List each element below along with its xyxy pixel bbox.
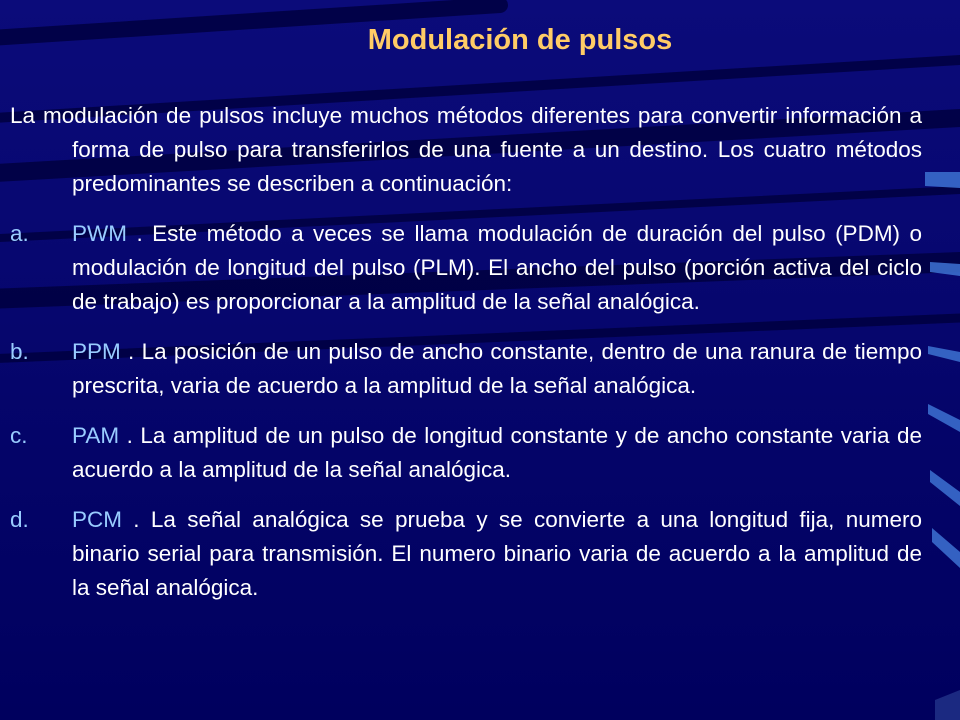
abbreviation-separator: . [127,221,153,246]
list-marker: b. [10,339,29,364]
list-item-text [72,503,922,605]
list-marker: c. [10,423,28,448]
list-item-pcm [10,503,922,605]
method-abbreviation: PPM [72,339,121,364]
method-description: La amplitud de un pulso de longitud constante y de ancho constante varia de acuerdo a la amplitud de la señal analógica. [72,423,922,482]
list-marker: a. [10,221,29,246]
slide-body [10,99,922,605]
list-item-text [72,419,922,487]
method-abbreviation: PCM [72,507,122,532]
slide-title: Modulación de pulsos [367,24,673,56]
list-item-pam [10,419,922,487]
method-abbreviation: PWM [72,221,127,246]
list-item-pwm [10,217,922,319]
method-description: La posición de un pulso de ancho constante, dentro de una ranura de tiempo prescrita, varia de acuerdo a la amplitud de la señal analógica. [72,339,922,398]
abbreviation-separator: . [120,339,142,364]
intro-paragraph: La modulación de pulsos incluye muchos métodos diferentes para convertir información a forma de pulso para transferirlos de una fuente a un destino. Los cuatro métodos predominantes se describen a continuación: [10,103,922,196]
list-item-ppm [10,335,922,403]
list-item-text [72,335,922,403]
method-description: Este método a veces se llama modulación de duración del pulso (PDM) o modulación de longitud del pulso (PLM). El ancho del pulso (porción activa del ciclo de trabajo) es proporcionar a la amplitud de la señal analógica. [72,221,923,314]
method-description: La señal analógica se prueba y se convierte a una longitud fija, numero binario serial para transmisión. El numero binario varia de acuerdo a la amplitud de la señal analógica. [72,507,922,600]
method-abbreviation: PAM [72,423,120,448]
abbreviation-separator: . [119,423,141,448]
abbreviation-separator: . [122,507,151,532]
list-marker: d. [10,507,29,532]
list-item-text [72,217,922,319]
